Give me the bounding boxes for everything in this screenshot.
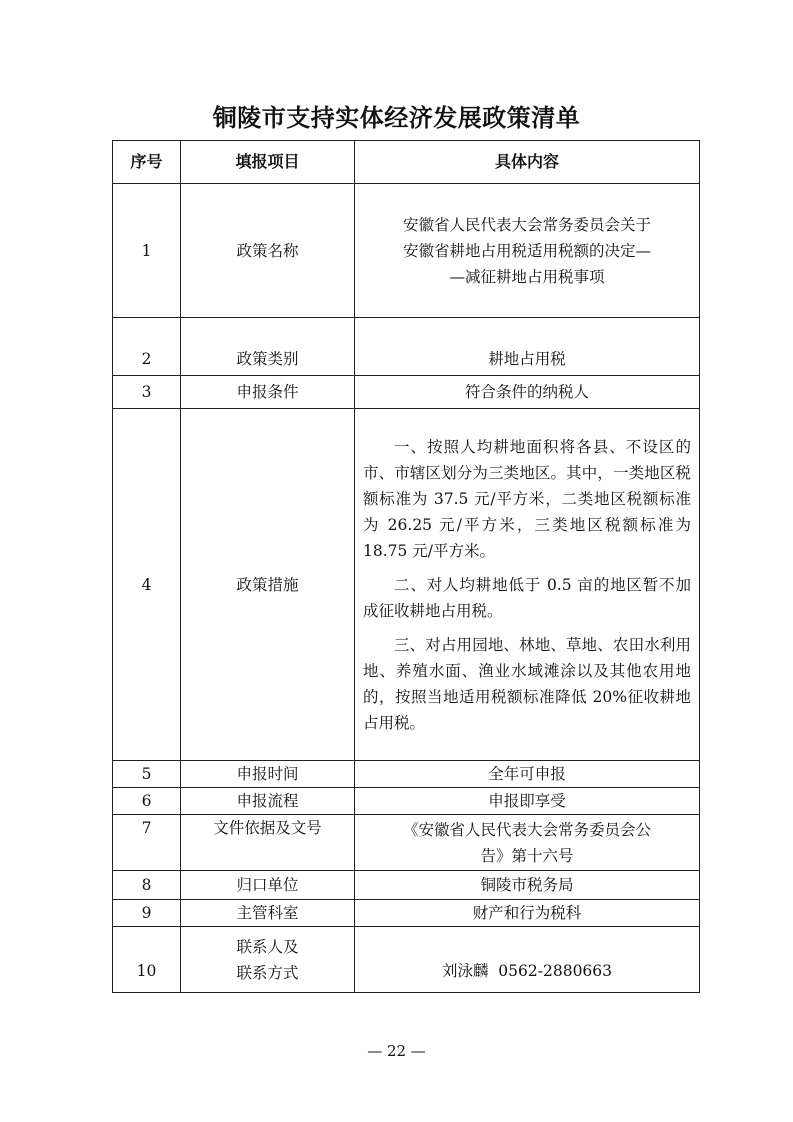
row-no: 9 [113,900,181,927]
table-row [113,815,700,871]
table-row [113,409,700,761]
row-item: 申报流程 [181,788,355,815]
table-row [113,184,700,318]
item-line: 联系人及 [236,937,299,956]
row-item [181,927,355,993]
measure-paragraph: 三、对占用园地、林地、草地、农田水利用地、养殖水面、渔业水域滩涂以及其他农用地的，按照当地适用税额标准降低 20%征收耕地占用税。 [363,635,691,732]
row-item: 申报条件 [181,376,355,409]
header-item: 填报项目 [181,141,355,184]
row-no: 4 [113,409,181,761]
content-line: 安徽省人民代表大会常务委员会关于 [402,215,651,234]
row-no: 7 [113,815,181,871]
row-content: 财产和行为税科 [355,900,700,927]
row-content: 申报即享受 [355,788,700,815]
row-item: 政策措施 [181,409,355,761]
policy-table [112,140,700,993]
row-no: 1 [113,184,181,318]
row-content [355,409,700,761]
row-content: 铜陵市税务局 [355,871,700,900]
content-line: —减征耕地占用税事项 [449,267,605,286]
row-item: 政策类别 [181,318,355,376]
table-row [113,900,700,927]
row-item: 申报时间 [181,761,355,788]
row-no: 6 [113,788,181,815]
table-row [113,376,700,409]
content-line: 安徽省耕地占用税适用税额的决定— [402,241,651,260]
row-item: 文件依据及文号 [181,815,355,871]
row-no: 8 [113,871,181,900]
row-content: 全年可申报 [355,761,700,788]
header-row [113,141,700,184]
table-row [113,927,700,993]
table-row [113,318,700,376]
row-item: 归口单位 [181,871,355,900]
row-no: 3 [113,376,181,409]
page-title: 铜陵市支持实体经济发展政策清单 [212,103,581,132]
page-number: — 22 — [367,1042,426,1060]
table-row [113,871,700,900]
row-content [355,184,700,318]
header-no: 序号 [113,141,181,184]
item-line: 联系方式 [236,963,299,982]
row-item: 政策名称 [181,184,355,318]
row-no: 5 [113,761,181,788]
table-row [113,788,700,815]
content-line: 《安徽省人民代表大会常务委员会公 [402,820,651,839]
table-row [113,761,700,788]
measure-paragraph: 一、按照人均耕地面积将各县、不设区的市、市辖区划分为三类地区。其中，一类地区税额标准为 37.5 元/平方米，二类地区税额标准为 26.25 元/平方米，三类地区税额标准为 18.75 元/平方米。 [363,437,691,560]
row-content: 符合条件的纳税人 [355,376,700,409]
row-content: 刘泳麟 0562-2880663 [355,927,700,993]
row-content: 耕地占用税 [355,318,700,376]
header-content: 具体内容 [355,141,700,184]
row-content [355,815,700,871]
row-no: 2 [113,318,181,376]
measure-paragraph: 二、对人均耕地低于 0.5 亩的地区暂不加成征收耕地占用税。 [363,575,691,620]
row-no: 10 [113,927,181,993]
content-line: 告》第十六号 [480,846,574,865]
row-item: 主管科室 [181,900,355,927]
